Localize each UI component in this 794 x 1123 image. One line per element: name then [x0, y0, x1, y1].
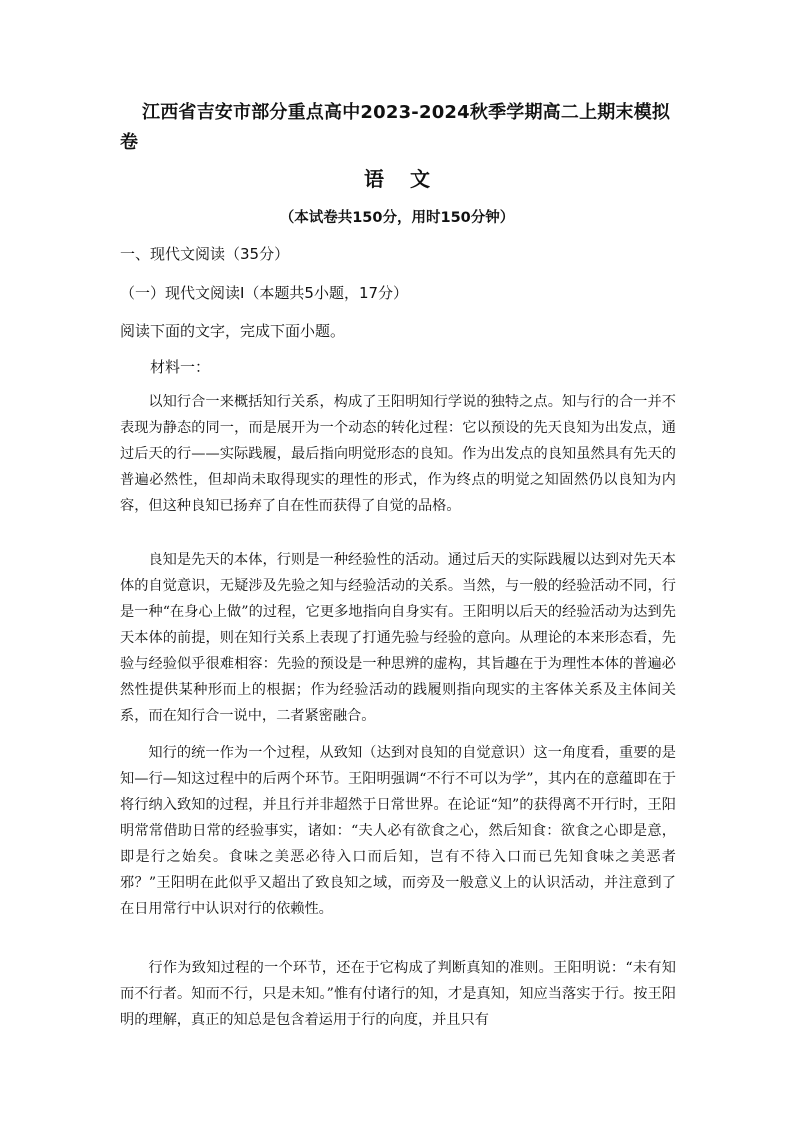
exam-info: （本试卷共150分，用时150分钟） [279, 210, 515, 226]
paragraph: 以知行合一来概括知行关系，构成了王阳明知行学说的独特之点。知与行的合一并不表现为静态的同一，而是展开为一个动态的转化过程：它以预设的先天良知为出发点，通过后天的行——实际践履，最后指向明觉形态的良知。作为出发点的良知虽然具有先天的普遍必然性，但却尚未取得现实的理性的形式，作为终点的明觉之知固然仍以良知为内容，但这种良知已扬弃了自在性而获得了自觉的品格。 [120, 394, 676, 514]
reading-instruction: 阅读下面的文字，完成下面小题。 [120, 322, 346, 340]
exam-title: 江西省吉安市部分重点高中2023-2024秋季学期高二上期末模拟卷 [120, 102, 671, 153]
subsection-heading: （一）现代文阅读Ⅰ（本题共5小题，17分） [120, 284, 409, 302]
subject-heading: 语文 [364, 167, 456, 191]
section-heading: 一、现代文阅读（35分） [120, 245, 290, 263]
paragraph: 行作为致知过程的一个环节，还在于它构成了判断真知的准则。王阳明说：“未有知而不行者。知而不行，只是未知。”惟有付诸行的知，才是真知，知应当落实于行。按王阳明的理解，真正的知总是包含着运用于行的向度，并且只有 [120, 960, 676, 1028]
paragraph: 知行的统一作为一个过程，从致知（达到对良知的自觉意识）这一角度看，重要的是知—行—知这过程中的后两个环节。王阳明强调“不行不可以为学”，其内在的意蕴即在于将行纳入致知的过程，并且行并非超然于日常世界。在论证“知”的获得离不开行时，王阳明常常借助日常的经验事实，诸如：“夫人必有欲食之心，然后知食：欲食之心即是意，即是行之始矣。食味之美恶必待入口而后知，岂有不待入口而已先知食味之美恶者邪？”王阳明在此似乎又超出了致良知之域，而旁及一般意义上的认识活动，并注意到了在日用常行中认识对行的依赖性。 [120, 745, 676, 917]
material-label: 材料一： [150, 358, 211, 376]
paragraph: 良知是先天的本体，行则是一种经验性的活动。通过后天的实际践履以达到对先天本体的自觉意识，无疑涉及先验之知与经验活动的关系。当然，与一般的经验活动不同，行是一种“在身心上做”的过程，它更多地指向自身实有。王阳明以后天的经验活动为达到先天本体的前提，则在知行关系上表现了打通先验与经验的意向。从理论的本来形态看，先验与经验似乎很难相容：先验的预设是一种思辨的虚构，其旨趣在于为理性本体的普遍必然性提供某种形而上的根据；作为经验活动的践履则指向现实的主客体关系及主体间关系，而在知行合一说中，二者紧密融合。 [120, 552, 676, 724]
